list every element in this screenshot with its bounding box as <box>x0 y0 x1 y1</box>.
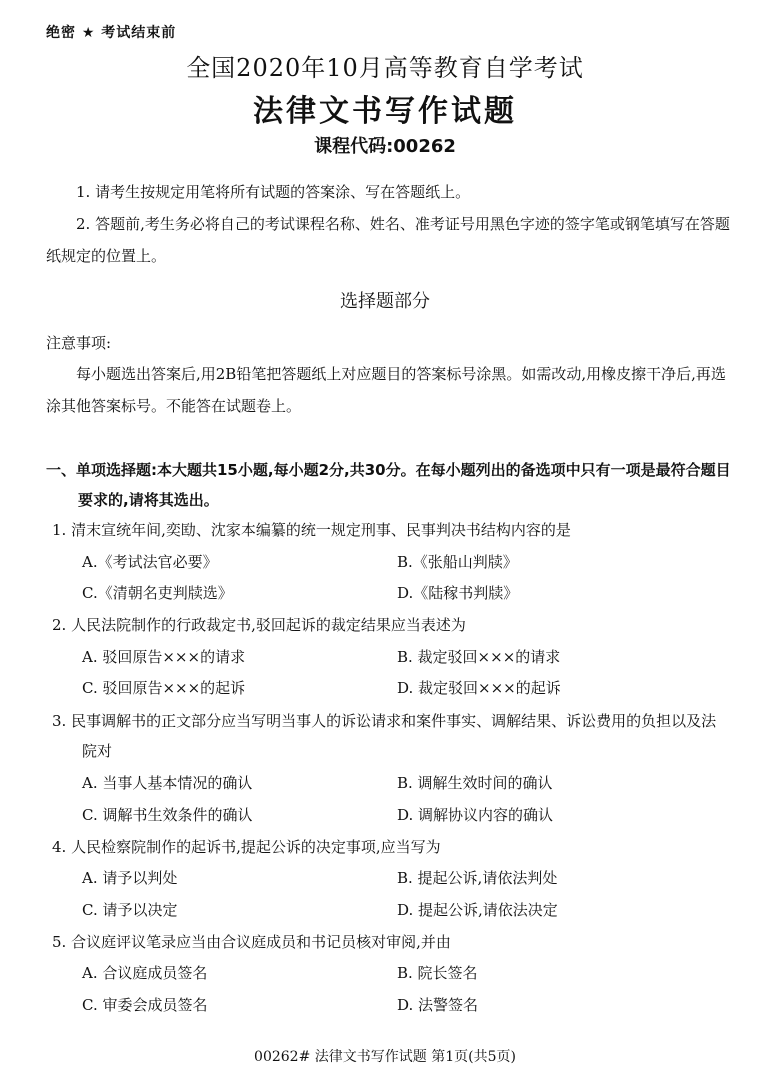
question-5-stem: 5. 合议庭评议笔录应当由合议庭成员和书记员核对审阅,并由 <box>52 933 451 951</box>
question-5-option-a: A. 合议庭成员签名 <box>82 964 208 982</box>
part-one-heading: 一、单项选择题:本大题共15小题,每小题2分,共30分。在每小题列出的备选项中只有一项是最符合题目要求的,请将其选出。 <box>46 461 731 509</box>
question-2-option-a: A. 驳回原告×××的请求 <box>82 648 246 666</box>
question-4-stem: 4. 人民检察院制作的起诉书,提起公诉的决定事项,应当写为 <box>52 838 441 856</box>
question-5-option-d: D. 法警签名 <box>397 996 479 1014</box>
question-5-option-b: B. 院长签名 <box>397 964 478 982</box>
question-2-option-b: B. 裁定驳回×××的请求 <box>397 648 561 666</box>
question-4-option-d: D. 提起公诉,请依法决定 <box>397 901 558 919</box>
subject-title: 法律文书写作试题 <box>253 94 517 129</box>
question-3-option-d: D. 调解协议内容的确认 <box>397 806 554 824</box>
question-3-option-c: C. 调解书生效条件的确认 <box>82 806 253 824</box>
question-1-option-d: D.《陆稼书判牍》 <box>397 584 519 602</box>
question-4-option-a: A. 请予以判处 <box>82 869 178 887</box>
instruction-1: 1. 请考生按规定用笔将所有试题的答案涂、写在答题纸上。 <box>76 183 471 201</box>
exam-title: 全国2020年10月高等教育自学考试 <box>186 54 584 82</box>
question-5-option-c: C. 审委会成员签名 <box>82 996 208 1014</box>
question-1-option-b: B.《张船山判牍》 <box>397 553 518 571</box>
question-2-option-c: C. 驳回原告×××的起诉 <box>82 679 246 697</box>
question-3-option-b: B. 调解生效时间的确认 <box>397 774 553 792</box>
page-footer: 00262# 法律文书写作试题 第1页(共5页) <box>254 1049 516 1065</box>
question-2-stem: 2. 人民法院制作的行政裁定书,驳回起诉的裁定结果应当表述为 <box>52 616 466 634</box>
question-4-option-c: C. 请予以决定 <box>82 901 178 919</box>
instruction-2: 2. 答题前,考生务必将自己的考试课程名称、姓名、准考证号用黑色字迹的签字笔或钢笔填写在答题纸规定的位置上。 <box>46 215 730 265</box>
notes-label: 注意事项: <box>46 334 112 352</box>
confidential-mark: 绝密 ★ 考试结束前 <box>46 25 177 41</box>
notes-text: 每小题选出答案后,用2B铅笔把答题纸上对应题目的答案标号涂黑。如需改动,用橡皮擦干净后,再选涂其他答案标号。不能答在试题卷上。 <box>46 365 726 415</box>
question-1-stem: 1. 清末宣统年间,奕劻、沈家本编纂的统一规定刑事、民事判决书结构内容的是 <box>52 521 571 539</box>
question-3-option-a: A. 当事人基本情况的确认 <box>82 774 253 792</box>
section-heading: 选择题部分 <box>340 291 430 312</box>
question-2-option-d: D. 裁定驳回×××的起诉 <box>397 679 561 697</box>
question-1-option-c: C.《清朝名吏判牍选》 <box>82 584 233 602</box>
question-1-option-a: A.《考试法官必要》 <box>82 553 218 571</box>
question-3-stem: 3. 民事调解书的正文部分应当写明当事人的诉讼请求和案件事实、调解结果、诉讼费用的负担以及法院对 <box>52 712 717 760</box>
course-code: 课程代码:00262 <box>314 136 456 157</box>
question-4-option-b: B. 提起公诉,请依法判处 <box>397 869 558 887</box>
